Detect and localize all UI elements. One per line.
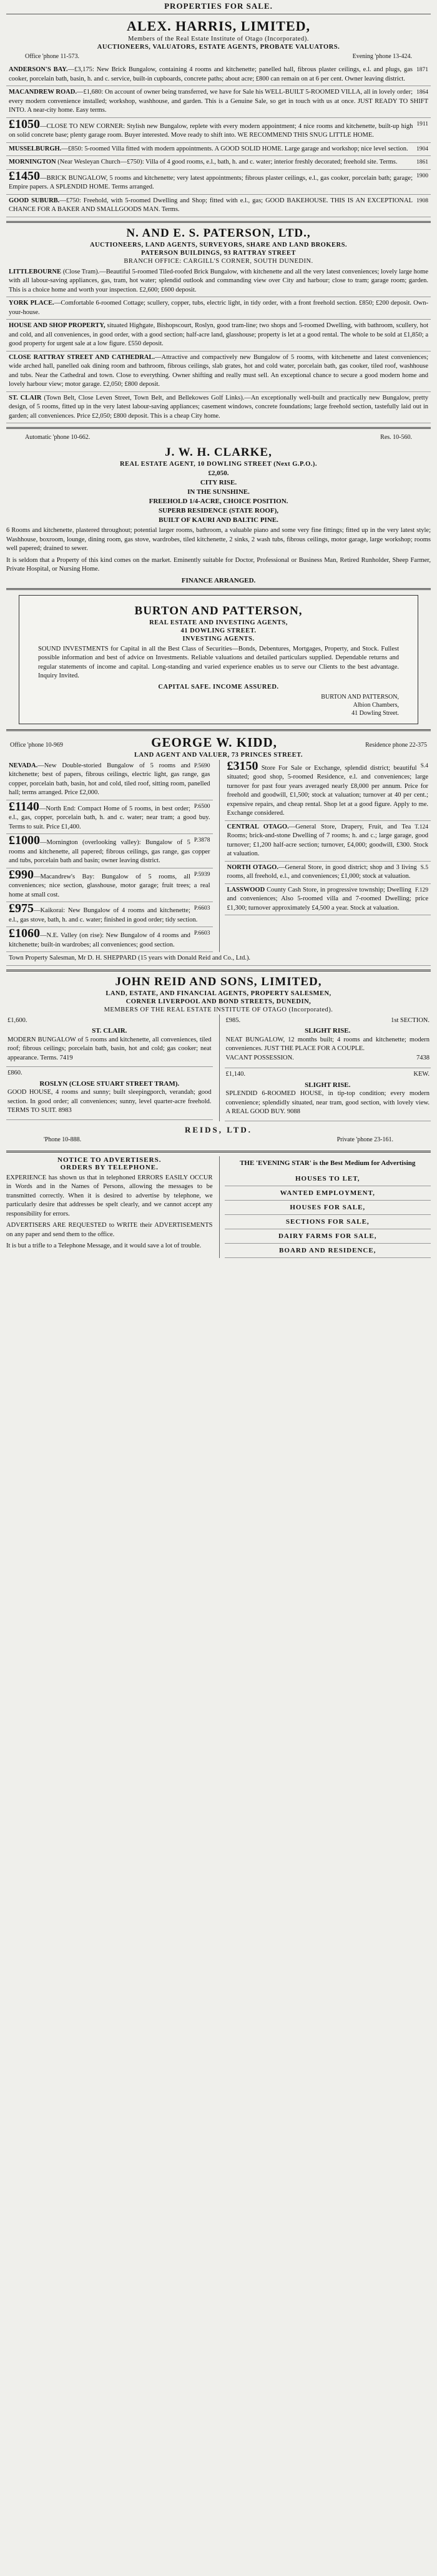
section-divider [6, 1151, 431, 1153]
reid-listing-top [226, 1070, 430, 1079]
harris-listing [6, 156, 431, 170]
kidd-listing [6, 868, 213, 903]
reid-listing [225, 1015, 431, 1069]
clarke-phones [6, 433, 431, 442]
listing-ref: S.4 [420, 762, 428, 769]
harris-phones [6, 52, 431, 61]
clarke-finance: FINANCE ARRANGED. [181, 576, 256, 584]
notice-to-advertisers [6, 1156, 213, 1258]
listing-text: —Macandrew's Bay: Bungalow of 5 rooms, all conveniences; nice section, glasshouse, motor garage; fruit trees; a real home at small cost. [9, 873, 210, 898]
kidd-listing [6, 927, 213, 952]
listing-ref: P.6603 [194, 930, 210, 937]
listing-lead: LITTLEBOURNE [9, 268, 62, 275]
evening-star-list [225, 1172, 431, 1258]
listing-ref: 8983 [58, 1107, 72, 1114]
listing-text: —Mornington (overlooking valley): Bungalow of 5 rooms and kitchenette, all papered; fibrous ceilings, gas range, gas copper and tubs, porcelain bath and basin; owner leaving district. [9, 839, 210, 864]
listing-price: £1050 [9, 117, 40, 131]
paterson-list [6, 266, 431, 424]
listing-text: —N.E. Valley (on rise): New Bungalow of 4 rooms and kitchenette; built-in wardrobes; all conveniences; good section. [9, 932, 190, 948]
listing-price: £1060 [9, 927, 40, 940]
reid-text: NEAT BUNGALOW, 12 months built; 4 rooms and kitchenette; modern conveniences. JUST THE PLACE FOR A COUPLE. [225, 1036, 430, 1052]
clarke-suitability: It is seldom that a Property of this kind comes on the market. Eminently suitable for Doctor, Professional or Business Man, Retired Runholder, Sheep Farmer, Private Hospital, or Nursing Home. [6, 556, 431, 573]
reid-price: £985. [225, 1016, 241, 1024]
reid-listing [6, 1067, 213, 1120]
listing-lead: YORK PLACE. [9, 300, 54, 307]
listing-ref: 1864 [416, 89, 428, 96]
listing-ref: F.129 [415, 887, 428, 893]
harris-listing [6, 170, 431, 195]
clarke-line: £2,050. [208, 469, 229, 477]
burton-sub: REAL ESTATE AND INVESTING AGENTS, [149, 619, 288, 626]
kidd-name: GEORGE W. KIDD, [151, 734, 277, 750]
section-divider [6, 427, 431, 429]
reid-listing [6, 1015, 213, 1068]
listing-lead: CLOSE RATTRAY STREET AND CATHEDRAL. [9, 353, 155, 361]
listing-text: —Attractive and compactively new Bungalow of 5 rooms, with kitchenette and latest conveniences; wide arched hall, panelled oak dining room and bathroom, fibrous ceilings, slab grates, hot and cold water, porcelain bath, gas cooker, tiled roof, washhouse and tubs. Near the Cathedral and town. Close to everything. Owner shifting and really must sell. An exceptional chance to secure a good modern home and lovely harbour view; motor garage. £2,050; £800 deposit. [9, 353, 428, 388]
listing-text: —£850: 5-roomed Villa fitted with modern appointments. A GOOD SOLID HOME. Large garage and workshop; nice level section. [61, 145, 408, 152]
paterson-building: PATERSON BUILDINGS, 93 RATTRAY STREET [141, 249, 296, 257]
clarke-description: 6 Rooms and kitchenette, plastered throughout; potential larger rooms, bathroom, a valuable piano and some very fine fittings; fitted up in the very latest style; Washhouse, boxroom, lounge, dining room, gas stove, wardrobes, tiled kitchenette, 2 sinks, 2 wash tubs, fibrous ceilings, motor garage, large workshop; rooms well papered; drained to sewer. [6, 527, 431, 552]
listing-lead: ANDERSON'S BAY. [9, 66, 68, 73]
listing-text: —£1,680: On account of owner being transferred, we have for Sale his WELL-BUILT 5-ROOMED VILLA, all in lovely order; every modern convenience installed; workshop, washhouse, and garden. This is a Genuine Sale, so get in touch with us at once. JUST READY TO SHIFT INTO. A near-city home. Easy terms. [9, 89, 428, 114]
newspaper-page [6, 0, 431, 2576]
harris-listing [6, 118, 431, 143]
evening-star-item: HOUSES TO LET, [225, 1172, 431, 1186]
kidd-header [6, 735, 431, 750]
listing-lead: HOUSE AND SHOP PROPERTY, [9, 322, 106, 329]
kidd-listing [225, 884, 431, 916]
reid-ad [6, 975, 431, 1147]
clarke-auto-phone: Automatic 'phone 10-662. [25, 434, 91, 441]
listing-text: —General Store, in good district; shop and 3 living rooms, all freehold, e.l., and conveniences; £1,000; stock at valuation. [227, 863, 417, 880]
burton-body: SOUND INVESTMENTS for Capital in all the Best Class of Securities—Bonds, Debentures, Mortgages, Property, and Stock. Fullest possible information and best of advice on Investments. Reliable valuations and detailed particulars supplied. Dependable returns and regular statements of income and capital. Long-standing and varied experience enables us to serve our Clients to the best advantage. Inquiry Invited. [38, 645, 399, 679]
harris-evening-phone: Evening 'phone 13-424. [352, 53, 412, 60]
section-divider [6, 221, 431, 223]
kidd-listing [6, 760, 213, 800]
reid-listing-top [7, 1016, 212, 1026]
evening-star-ad [219, 1156, 431, 1258]
kidd-listing [225, 862, 431, 884]
evening-star-item: SECTIONS FOR SALE, [225, 1215, 431, 1229]
listing-ref: S.5 [420, 864, 428, 871]
listing-ref: 1900 [416, 172, 428, 179]
kidd-ad [6, 735, 431, 966]
listing-text: —Kaikorai: New Bungalow of 4 rooms and kitchenette; e.l., gas stove, bath, h. and c. water; finished in good order; tidy section. [9, 907, 198, 923]
paterson-listing [6, 297, 431, 320]
kidd-right-column [219, 760, 431, 953]
kidd-left-column [6, 760, 213, 953]
kidd-office-phone: Office 'phone 10-969 [10, 741, 63, 749]
reid-name: JOHN REID AND SONS, LIMITED, [115, 975, 322, 988]
listing-ref: P.6603 [194, 905, 210, 912]
harris-listing [6, 195, 431, 217]
listing-lead: NEVADA. [9, 762, 38, 769]
reid-address: CORNER LIVERPOOL AND BOND STREETS, DUNEDIN, [125, 998, 312, 1005]
listing-text: Store For Sale or Exchange, splendid district; beautiful situated; good shop, 5-roomed Residence, e.l. and conveniences; large turnover for past four years averaged nearly £8,000 per annum. Price for freehold and goodwill, £1,500; stock at valuation; turnover at 40 per cent.; expensive repairs, and cheap rental. Shop let at a good figure. Apply to me. Exchange considered. [227, 764, 428, 817]
clarke-line: IN THE SUNSHINE. [187, 488, 250, 496]
listing-price: £975 [9, 902, 34, 915]
kidd-listing [225, 760, 431, 821]
paterson-listing [6, 266, 431, 298]
notice-head: NOTICE TO ADVERTISERS. [57, 1156, 162, 1164]
listing-text: —BRICK BUNGALOW, 5 rooms and kitchenette; very latest appointments; fibrous plaster ceilings, e.l., gas cooker, porcelain bath; garage; Empire papers. A SPLENDID HOME. Terms arranged. [9, 174, 413, 190]
listing-price: £3150 [227, 759, 258, 773]
notice-sub: ORDERS BY TELEPHONE. [60, 1163, 159, 1171]
reid-roles: LAND, ESTATE, AND FINANCIAL AGENTS, PROPERTY SALESMEN, [106, 990, 331, 997]
paterson-name: N. AND E. S. PATERSON, LTD., [126, 226, 311, 240]
reid-price: £1,140. [225, 1071, 245, 1078]
notice-body: EXPERIENCE has shown us that in telephoned ERRORS EASILY OCCUR in Words and in the Names of Persons, allowing the messages to be transmitted correctly. When it is desired to advertise by telephone, we particularly desire that addresses be spelt clearly, and we cannot accept any responsibility for errors. [6, 1174, 213, 1217]
listing-price: £1140 [9, 799, 39, 814]
harris-listing [6, 143, 431, 157]
listing-ref: 1904 [416, 145, 428, 152]
harris-listing [6, 64, 431, 86]
burton-address: 41 DOWLING STREET. [180, 627, 257, 634]
paterson-listing [6, 351, 431, 392]
listing-ref: 7438 [416, 1054, 430, 1061]
listing-text: —North End: Compact Home of 5 rooms, in best order; e.l., gas, copper, porcelain bath, h. and c. water; near tram; a good buy. Terms to suit. Price £1,400. [9, 805, 210, 830]
reid-listing-top [226, 1016, 430, 1026]
paterson-ad [6, 227, 431, 424]
clarke-superb-line: BUILT OF KAURI AND BALTIC PINE. [159, 516, 278, 524]
listing-price: £990 [9, 867, 34, 882]
reid-footer: REIDS, LTD. [184, 1124, 253, 1134]
harris-roles: AUCTIONEERS, VALUATORS, ESTATE AGENTS, PROBATE VALUATORS. [97, 44, 340, 51]
reid-title: ROSLYN (CLOSE STUART STREET TRAM). [39, 1079, 180, 1088]
reid-member: MEMBERS OF THE REAL ESTATE INSTITUTE OF OTAGO (Incorporated). [104, 1006, 333, 1013]
reid-columns [6, 1015, 431, 1121]
listing-text: (Near Wesleyan Church—£750): Villa of 4 good rooms, e.l., bath, h. and c. water; interior freshly decorated; freehold site. Terms. [57, 159, 398, 165]
section-divider [6, 588, 431, 590]
reid-title: ST. CLAIR. [92, 1027, 127, 1035]
listing-lead: ST. CLAIR [9, 394, 42, 401]
listing-ref: T.124 [415, 823, 428, 830]
listing-text: (Town Belt, Close Leven Street, Town Belt, and Bellekowes Golf Links).—An exceptionally well-built and practically new Bungalow, pretty design, of 5 rooms, fitted up in the very latest labour-saving appliances; casement windows, concrete foundations; large freehold section, tastefully laid out in garden; all conveniences. Price £2,050; £800 deposit. This is a cheap City home. [9, 394, 429, 420]
reid-office-phone: 'Phone 10-888. [44, 1136, 82, 1143]
listing-ref: P.5939 [194, 871, 210, 878]
paterson-branch: BRANCH OFFICE: CARGILL'S CORNER, SOUTH DUNEDIN. [124, 257, 313, 265]
clarke-superb-line: SUPERB RESIDENCE (STATE ROOF), [158, 507, 279, 514]
notice-trifle: It is but a trifle to a Telephone Message, and it would save a lot of trouble. [6, 1242, 202, 1249]
listing-ref: 9088 [287, 1108, 300, 1115]
kidd-res-phone: Residence phone 22-375 [365, 741, 427, 749]
listing-ref: P.3878 [194, 837, 210, 843]
section-divider [6, 970, 431, 971]
burton-head: INVESTING AGENTS. [182, 635, 255, 642]
reid-text: SPLENDID 6-ROOMED HOUSE, in tip-top condition; every modern convenience; splendidly situated, near tram, good section, with lovely view. A REAL GOOD BUY. [225, 1090, 430, 1115]
burton-sig-line: 41 Dowling Street. [351, 709, 399, 717]
listing-text: (Close Tram).—Beautiful 5-roomed Tiled-roofed Brick Bungalow, with kitchenette and all the very latest conveniences; lovely large home with all labour-saving appliances, gas, tram, hot water; splendid outlook and commanding view over City and harbour; close to tram; garage room; garden. This is a choice home and worth your inspection. £2,600; £600 deposit. [9, 268, 429, 293]
listing-text: —New Double-storied Bungalow of 5 rooms and kitchenette; best of papers, fibrous ceilings, electric light, gas range, gas copper, porcelain bath, basin, hot and cold, tiled roof, sitting room, panelled hall; terms arranged. Price £2,000. [9, 762, 210, 796]
evening-star-item: WANTED EMPLOYMENT, [225, 1186, 431, 1201]
burton-tagline: CAPITAL SAFE. INCOME ASSURED. [158, 683, 279, 691]
burton-name: BURTON AND PATTERSON, [134, 604, 303, 617]
reid-private-phone: Private 'phone 23-161. [336, 1136, 393, 1143]
listing-ref: 7419 [59, 1054, 73, 1061]
clarke-line: CITY RISE. [200, 479, 237, 486]
listing-text: situated Highgate, Bishopscourt, Roslyn, good tram-line; two shops and 5-roomed Dwelling, with bathroom, scullery, hot and cold, and all conveniences, in good order, with a good section; half-acre land, glasshouse; property is let at a good rental. The whole to be sold at £1,850; a good property for urgent sale at a low figure. £550 deposit. [9, 322, 428, 347]
evening-star-item: DAIRY FARMS FOR SALE, [225, 1229, 431, 1244]
reid-price: £1,600. [7, 1016, 27, 1024]
reid-text: MODERN BUNGALOW of 5 rooms and kitchenette, all conveniences, tiled roof; fibrous ceilings; porcelain bath, basin, hot and cold; gas cooker; neat appearance. Terms. [7, 1036, 212, 1061]
reid-vacant: VACANT POSSESSION. [225, 1054, 294, 1061]
burton-sig-line: BURTON AND PATTERSON, [321, 693, 399, 701]
reid-location: 1st SECTION. [391, 1016, 430, 1024]
harris-office-phone: Office 'phone 11-573. [25, 53, 80, 60]
listing-lead: CENTRAL OTAGO. [227, 823, 289, 830]
listing-ref: 1911 [416, 120, 428, 127]
listing-price: £1000 [9, 833, 40, 847]
listing-ref: 1861 [416, 159, 428, 165]
reid-text: GOOD HOUSE, 4 rooms and sunny; built sleepingporch, verandah; good section. In good order; all conveniences; sunny, level quarter-acre freehold. TERMS TO SUIT. [7, 1089, 212, 1114]
notice-request: ADVERTISERS ARE REQUESTED to WRITE their ADVERTISEMENTS on any paper and send them to the office. [6, 1222, 213, 1238]
bottom-notices [6, 1156, 431, 1258]
listing-text: —CLOSE TO NEW CORNER: Stylish new Bungalow, replete with every modern appointment; 4 nice rooms and kitchenette, built-up high on solid concrete base; plenty garage room. Buyer interested. Move ready to shift into. WE RECOMMEND THIS SNUG LITTLE HOME. [9, 122, 413, 139]
paterson-listing [6, 320, 431, 351]
burton-signature [38, 693, 399, 717]
kidd-columns [6, 760, 431, 953]
clarke-line: FREEHOLD 1/4-ACRE, CHOICE POSITION. [149, 498, 288, 505]
harris-ad [6, 18, 431, 217]
listing-lead: MUSSELBURGH. [9, 145, 62, 152]
kidd-listing [6, 834, 213, 868]
harris-list [6, 64, 431, 217]
listing-text: —General Store, Drapery, Fruit, and Tea Rooms; brick-and-stone Dwelling of 7 rooms; h. and c.; large garage, good turnover; £1,200 half-acre section; turnover, £4,000; goodwill, £300. Stock at valuation. [227, 823, 428, 857]
kidd-listing [225, 821, 431, 862]
harris-listing [6, 86, 431, 118]
reid-right-column [219, 1015, 431, 1121]
harris-name: ALEX. HARRIS, LIMITED, [127, 18, 310, 34]
listing-text: County Cash Store, in progressive township; Dwelling and conveniences; Also 5-roomed villa and 7-roomed Dwelling; price £1,300; turnover approximately £4,500 a year. Stock at valuation. [227, 886, 428, 912]
clarke-name: J. W. H. CLARKE, [165, 446, 272, 459]
listing-lead: MACANDREW ROAD. [9, 89, 77, 96]
listing-text: —£3,175: New Brick Bungalow, containing 4 rooms and kitchenette; panelled hall, fibrous plaster ceilings, e.l. and plugs, gas cooker, porcelain bath, basin, h. and c. service, built-in cupboards, concrete paths; about acre; £800 can remain on at 6 per cent. Owner leaving district. [9, 66, 413, 82]
reid-title: SLIGHT RISE. [305, 1081, 351, 1089]
reid-phones [6, 1135, 431, 1147]
listing-ref: P.5690 [194, 762, 210, 769]
clarke-address: REAL ESTATE AGENT, 10 DOWLING STREET (Next G.P.O.). [119, 461, 318, 468]
reid-price: £860. [7, 1069, 22, 1076]
harris-member: Members of the Real Estate Institute of Otago (Incorporated). [128, 36, 309, 42]
listing-text: —Comfortable 6-roomed Cottage; scullery, copper, tubs, electric light, in tidy order, with a front freehold section. £850; £200 deposit. Own-your-house. [9, 300, 429, 316]
reid-listing-top [7, 1069, 212, 1078]
evening-star-title: THE 'EVENING STAR' is the Best Medium for Advertising [240, 1159, 416, 1167]
listing-text: —£750: Freehold, with 5-roomed Dwelling and Shop; fitted with e.l., gas; GOOD BAKEHOUSE. THIS IS AN EXCEPTIONAL CHANCE FOR A BAKER AND SMALLGOODS MAN. Terms. [9, 197, 413, 213]
kidd-listing [6, 902, 213, 927]
burton-sig-line: Albion Chambers, [353, 701, 399, 709]
kidd-address: LAND AGENT AND VALUER, 73 PRINCES STREET. [134, 751, 303, 759]
listing-lead: NORTH OTAGO. [227, 863, 278, 871]
evening-star-item: BOARD AND RESIDENCE, [225, 1244, 431, 1258]
reid-listing [225, 1068, 431, 1121]
reid-vacant-row [226, 1054, 430, 1063]
listing-ref: 1871 [416, 67, 428, 73]
clarke-res-phone: Res. 10-560. [380, 434, 412, 441]
paterson-listing [6, 392, 431, 424]
reid-title: SLIGHT RISE. [305, 1027, 351, 1035]
page-banner: PROPERTIES FOR SALE. [6, 0, 431, 14]
kidd-listing [6, 800, 213, 835]
listing-price: £1450 [9, 169, 40, 183]
kidd-footer: Town Property Salesman, Mr D. H. SHEPPARD (15 years with Donald Reid and Co., Ltd.). [6, 952, 431, 966]
paterson-roles: AUCTIONEERS, LAND AGENTS, SURVEYORS, SHARE AND LAND BROKERS. [89, 241, 348, 248]
listing-ref: 1908 [416, 197, 428, 204]
listing-ref: P.6500 [194, 803, 210, 810]
reid-left-column [6, 1015, 213, 1121]
clarke-ad [6, 433, 431, 584]
reid-location: KEW. [413, 1071, 430, 1078]
burton-ad [19, 595, 418, 724]
listing-lead: MORNINGTON [9, 159, 56, 165]
evening-star-item: HOUSES FOR SALE, [225, 1201, 431, 1215]
listing-lead: GOOD SUBURB. [9, 197, 60, 204]
section-divider [6, 729, 431, 731]
listing-lead: LASSWOOD [227, 886, 265, 893]
